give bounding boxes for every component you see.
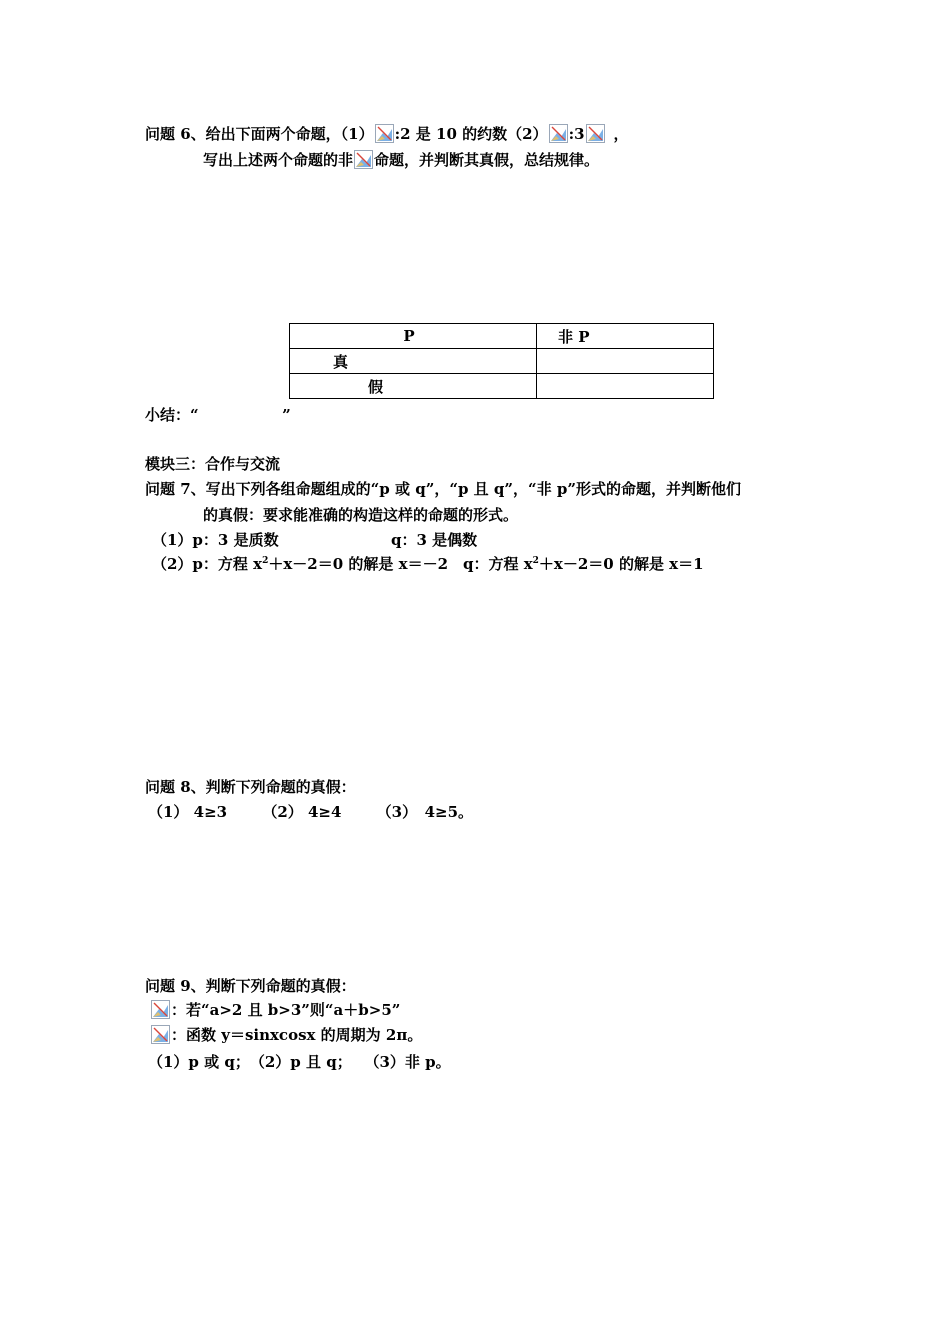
q8-items: （1） 4≥3 （2） 4≥4 （3） 4≥5。 — [148, 803, 474, 821]
q7-item1-p: （1）p：3 是质数 — [152, 531, 279, 549]
q9-p-line — [150, 1000, 400, 1020]
table-cell-empty — [537, 374, 714, 399]
q8-title: 问题 8、判断下列命题的真假： — [145, 778, 356, 796]
table-row — [290, 349, 714, 374]
q6-line2-b: 命题，并判断其真假，总结规律。 — [374, 151, 600, 169]
q9-items: （1）p 或 q； （2）p 且 q； （3）非 p。 — [148, 1053, 451, 1071]
q7-item2-b: ＋x－2＝0 的解是 x＝－2 q：方程 x — [268, 555, 533, 573]
q6-line1 — [145, 124, 629, 144]
table-header-p: P — [290, 324, 537, 349]
truth-table — [289, 323, 714, 399]
q6-line1-a: 问题 6、给出下面两个命题，（1） — [145, 125, 374, 143]
broken-image-icon — [151, 1025, 170, 1044]
q7-item2 — [152, 554, 704, 574]
broken-image-icon — [151, 1000, 170, 1019]
table-header-not-p: 非 P — [537, 324, 714, 349]
q9-p-text: ：若“a>2 且 b>3”则“a＋b>5” — [171, 1001, 401, 1019]
broken-image-icon — [375, 124, 394, 143]
q6-line2-a: 写出上述两个命题的非 — [203, 151, 354, 169]
q7-item2-sup1: 2 — [262, 556, 269, 566]
q6-line1-c: :3 — [568, 125, 585, 143]
module3-title: 模块三：合作与交流 — [145, 455, 281, 473]
table-cell-false: 假 — [290, 374, 537, 399]
q7-item1-q: q：3 是偶数 — [391, 531, 478, 549]
q7-item2-sup2: 2 — [532, 556, 539, 566]
q6-line1-b: :2 是 10 的约数（2） — [394, 125, 548, 143]
table-cell-true: 真 — [290, 349, 537, 374]
table-row — [290, 324, 714, 349]
q9-q-line — [150, 1025, 422, 1045]
q7-line2: 的真假：要求能准确的构造这样的命题的形式。 — [203, 506, 519, 524]
broken-image-icon — [549, 124, 568, 143]
summary-text: 小结：“ ” — [145, 406, 291, 424]
table-cell-empty — [537, 349, 714, 374]
q9-q-text: ：函数 y＝sinxcosx 的周期为 2π。 — [171, 1026, 423, 1044]
q7-line1: 问题 7、写出下列各组命题组成的“p 或 q”，“p 且 q”，“非 p”形式的命题，并判断他们 — [145, 480, 741, 498]
table-row — [290, 374, 714, 399]
q7-item2-c: ＋x－2＝0 的解是 x＝1 — [538, 555, 704, 573]
q7-item2-a: （2）p：方程 x — [152, 555, 263, 573]
broken-image-icon — [354, 150, 373, 169]
broken-image-icon — [586, 124, 605, 143]
q6-line1-d: ， — [613, 125, 629, 143]
q6-line2 — [203, 150, 599, 170]
q9-title: 问题 9、判断下列命题的真假： — [145, 977, 356, 995]
summary-line — [145, 405, 291, 425]
